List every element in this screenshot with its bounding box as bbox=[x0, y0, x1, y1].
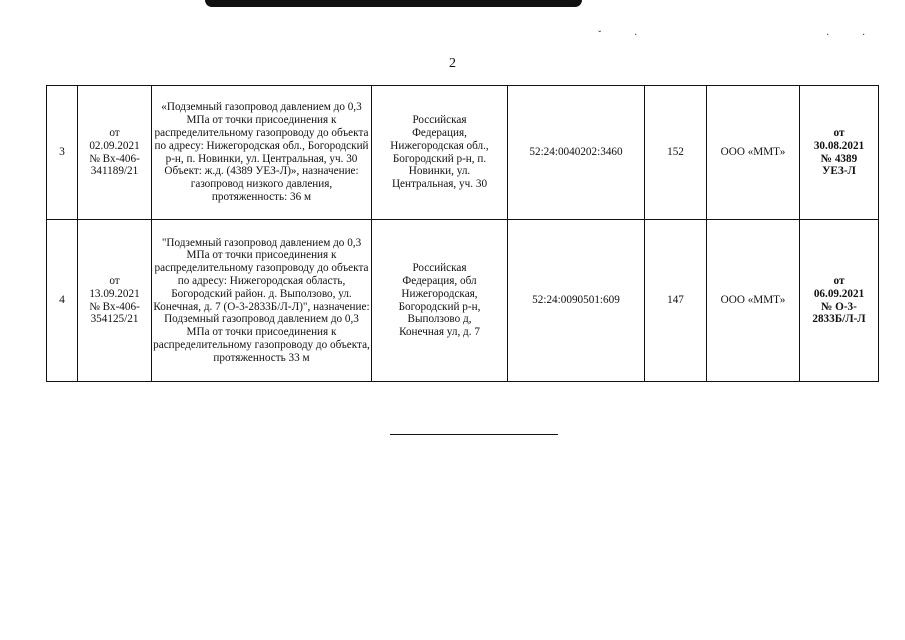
scan-speck: · bbox=[862, 30, 866, 41]
object-address: Российская Федерация, обл Нижегородская, Богородский р-н, Выползово д, Конечная ул, д. 7 bbox=[372, 220, 508, 382]
contract-reference: от 06.09.2021 № О-3- 2833Б/Л-Л bbox=[800, 220, 879, 382]
object-address: Российская Федерация, Нижегородская обл., Богородский р-н, п. Новинки, ул. Центральная, уч. 30 bbox=[372, 86, 508, 220]
object-description: «Подземный газопровод давлением до 0,3 МПа от точки присоединения к распределительному газопроводу до объекта по адресу: Нижегородская обл., Богородский р-н, п. Новинки, ул. Центральная, уч. 30 Объект: ж.д. (4389 УЕЗ-Л)», назначение: газопровод низкого давления, протяженность: 36 м bbox=[152, 86, 372, 220]
company-name: ООО «ММТ» bbox=[707, 86, 800, 220]
area-value: 152 bbox=[645, 86, 707, 220]
contract-reference: от 30.08.2021 № 4389 УЕЗ-Л bbox=[800, 86, 879, 220]
scan-edge-bar bbox=[205, 0, 582, 7]
scan-speck: ˇ bbox=[598, 30, 602, 41]
scan-speck: · bbox=[826, 30, 830, 41]
incoming-number: от 02.09.2021 № Вх-406- 341189/21 bbox=[78, 86, 152, 220]
area-value: 147 bbox=[645, 220, 707, 382]
table-row bbox=[47, 86, 879, 220]
incoming-number: от 13.09.2021 № Вх-406- 354125/21 bbox=[78, 220, 152, 382]
cadastral-number: 52:24:0040202:3460 bbox=[508, 86, 645, 220]
object-description: "Подземный газопровод давлением до 0,3 МПа от точки присоединения к распределительному газопроводу до объекта по адресу: Нижегородская область, Богородский район. д. Выползово, ул. Конечная, д. 7 (О-3-2833Б/Л-Л)", назначение: Подземный газопровод давлением до 0,3 МПа от точки присоединения к распределительному газопроводу до объекта, протяженность 33 м bbox=[152, 220, 372, 382]
end-divider bbox=[390, 434, 558, 435]
scan-speck: · bbox=[634, 30, 638, 41]
page-number: 2 bbox=[449, 56, 456, 71]
row-number: 4 bbox=[47, 220, 78, 382]
row-number: 3 bbox=[47, 86, 78, 220]
cadastral-number: 52:24:0090501:609 bbox=[508, 220, 645, 382]
company-name: ООО «ММТ» bbox=[707, 220, 800, 382]
table-row bbox=[47, 220, 879, 382]
registry-table bbox=[46, 85, 879, 382]
